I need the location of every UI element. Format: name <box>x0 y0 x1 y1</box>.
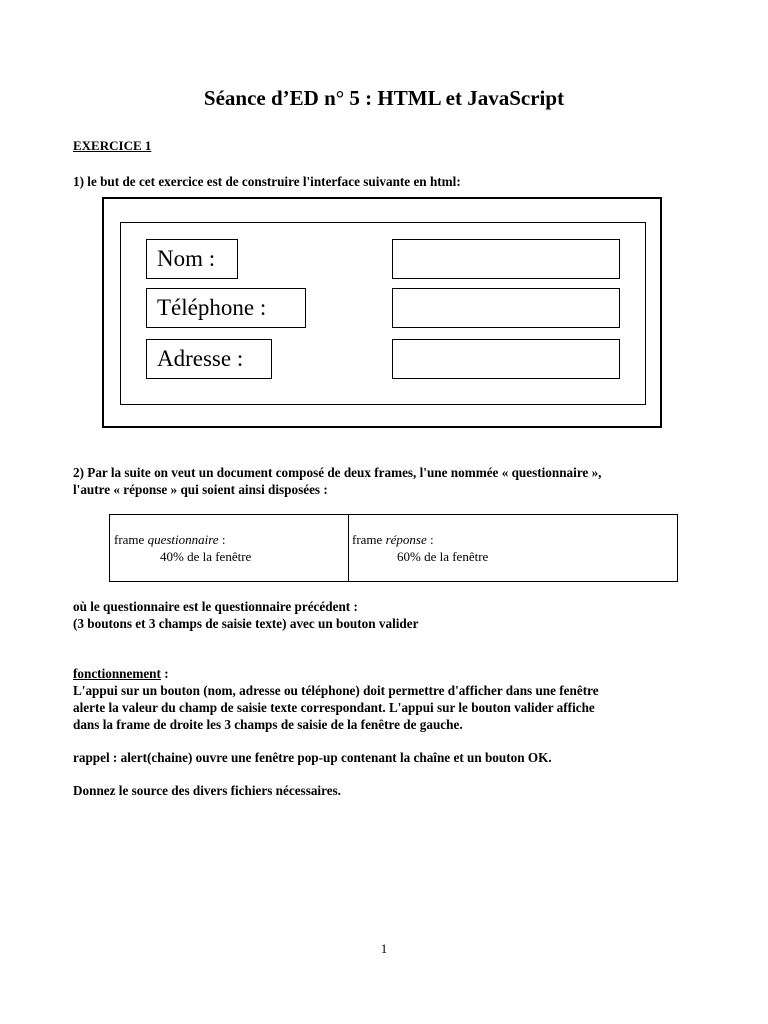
question-2-line-1: 2) Par la suite on veut un document composé de deux frames, l'une nommée « questionnaire », <box>73 465 602 480</box>
frame-right-prefix: frame <box>352 532 386 547</box>
donnez-line: Donnez le source des divers fichiers nécessaires. <box>73 783 341 798</box>
page-title: Séance d’ED n° 5 : HTML et JavaScript <box>203 86 565 110</box>
fonctionnement-colon: : <box>160 666 169 681</box>
exercise-heading: EXERCICE 1 <box>73 138 152 153</box>
frame-cell-questionnaire <box>110 515 349 581</box>
after-table-line-1: où le questionnaire est le questionnaire précédent : <box>73 599 358 614</box>
after-table-line-2: (3 boutons et 3 champs de saisie texte) avec un bouton valider <box>73 616 419 631</box>
rappel-line: rappel : alert(chaine) ouvre une fenêtre pop-up contenant la chaîne et un bouton OK. <box>73 750 552 765</box>
frame-right-suffix: : <box>426 532 434 547</box>
fonctionnement-title: fonctionnement <box>73 666 161 681</box>
frame-cell-reponse <box>349 515 677 581</box>
mockup-label-nom: Nom : <box>146 239 238 279</box>
frame-right-size: 60% de la fenêtre <box>397 549 489 564</box>
page-number: 1 <box>380 941 388 956</box>
frame-left-size: 40% de la fenêtre <box>160 549 252 564</box>
mockup-label-telephone: Téléphone : <box>146 288 306 328</box>
fonctionnement-line-2: alerte la valeur du champ de saisie texte correspondant. L'appui sur le bouton valider affiche <box>73 700 595 715</box>
mockup-field-adresse <box>392 339 620 379</box>
frame-left-prefix: frame <box>114 532 148 547</box>
fonctionnement-heading <box>73 665 169 682</box>
frame-left-name: questionnaire <box>147 532 219 547</box>
frames-layout-table <box>109 514 678 582</box>
mockup-label-adresse: Adresse : <box>146 339 272 379</box>
fonctionnement-line-3: dans la frame de droite les 3 champs de saisie de la fenêtre de gauche. <box>73 717 463 732</box>
frame-left-suffix: : <box>218 532 226 547</box>
frame-right-name: réponse <box>385 532 427 547</box>
question-2-line-2: l'autre « réponse » qui soient ainsi disposées : <box>73 482 328 497</box>
fonctionnement-line-1: L'appui sur un bouton (nom, adresse ou téléphone) doit permettre d'afficher dans une fenêtre <box>73 683 599 698</box>
mockup-field-telephone <box>392 288 620 328</box>
question-1: 1) le but de cet exercice est de construire l'interface suivante en html: <box>73 174 461 189</box>
mockup-field-nom <box>392 239 620 279</box>
